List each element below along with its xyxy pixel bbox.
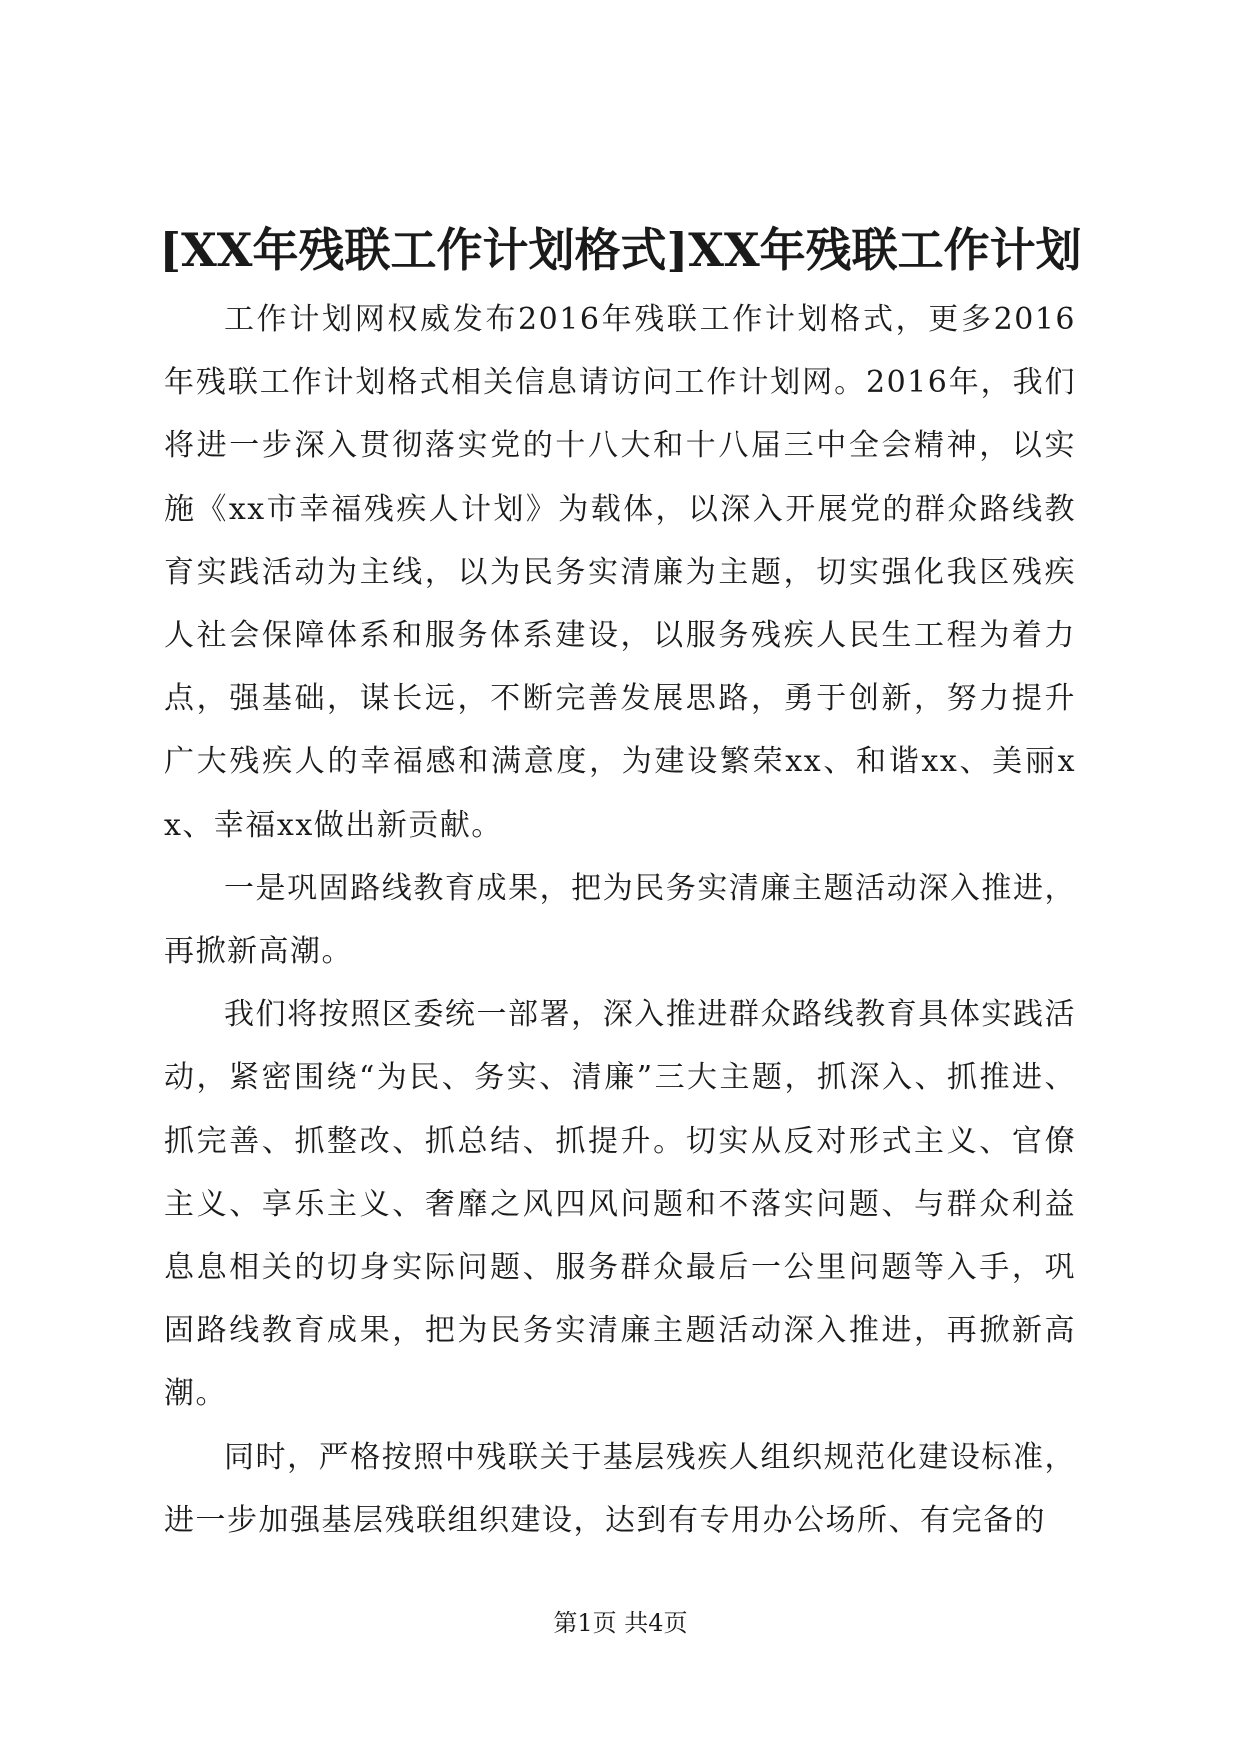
page-number-footer: 第1页 共4页 xyxy=(553,1609,688,1637)
paragraph: 一是巩固路线教育成果，把为民务实清廉主题活动深入推进，再掀新高潮。 xyxy=(164,870,1076,970)
paragraph: 同时，严格按照中残联关于基层残疾人组织规范化建设标准，进一步加强基层残联组织建设，达到有专用办公场所、有完备的 xyxy=(164,1439,1076,1538)
document-title: [XX年残联工作计划格式]XX年残联工作计划 xyxy=(159,223,1082,277)
paragraph: 工作计划网权威发布2016年残联工作计划格式，更多2016年残联工作计划格式相关信息请访问工作计划网。2016年，我们将进一步深入贯彻落实党的十八大和十八届三中全会精神，以实施《xx市幸福残疾人计划》为载体，以深入开展党的群众路线教育实践活动为主线，以为民务实清廉为主题，切实强化我区残疾人社会保障体系和服务体系建设，以服务残疾人民生工程为着力点，强基础，谋长远，不断完善发展思路，勇于创新，努力提升广大残疾人的幸福感和满意度，为建设繁荣xx、和谐xx、美丽xx、幸福xx做出新贡献。 xyxy=(164,302,1076,843)
document-body xyxy=(164,288,1076,1552)
paragraph: 我们将按照区委统一部署，深入推进群众路线教育具体实践活动，紧密围绕“为民、务实、清廉”三大主题，抓深入、抓推进、抓完善、抓整改、抓总结、抓提升。切实从反对形式主义、官僚主义、享乐主义、奢靡之风四风问题和不落实问题、与群众利益息息相关的切身实际问题、服务群众最后一公里问题等入手，巩固路线教育成果，把为民务实清廉主题活动深入推进，再掀新高潮。 xyxy=(164,997,1076,1412)
